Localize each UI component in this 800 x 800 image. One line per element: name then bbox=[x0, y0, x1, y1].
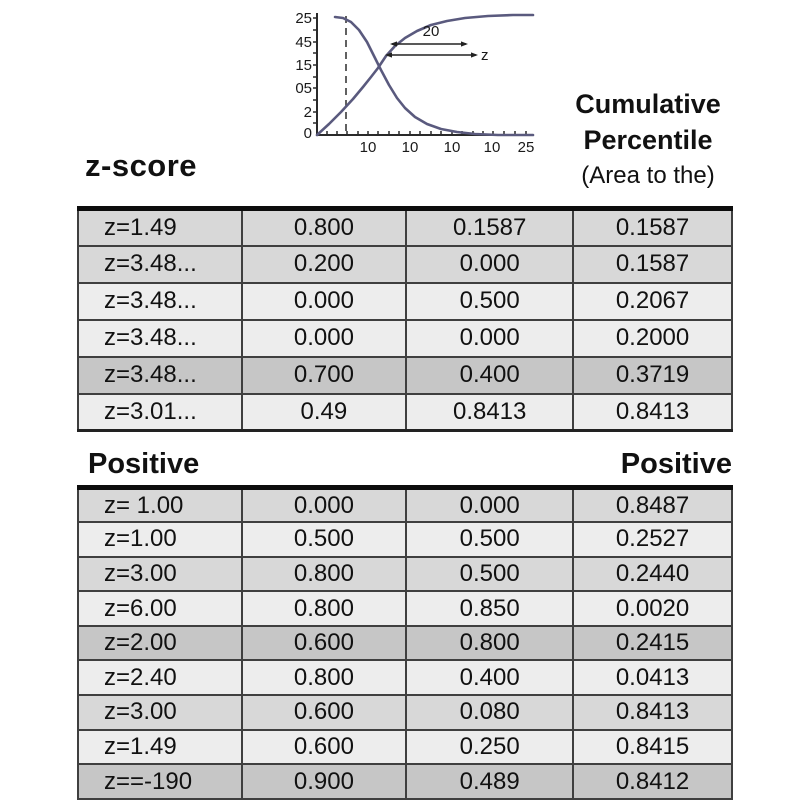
table-row bbox=[78, 283, 732, 320]
value-cell: 0.8413 bbox=[406, 394, 573, 431]
x-tick-label: 10 bbox=[401, 139, 419, 156]
z-value-cell: z=2.00 bbox=[78, 626, 242, 661]
z-arrow-right-head-icon bbox=[471, 52, 478, 57]
cumulative-percentile-heading bbox=[528, 86, 768, 194]
value-cell: 0.8415 bbox=[573, 730, 732, 765]
z-arrow-label: z bbox=[481, 47, 489, 64]
z-value-cell: z=1.49 bbox=[78, 730, 242, 765]
value-cell: 0.000 bbox=[242, 488, 407, 523]
positive-heading-right: Positive bbox=[620, 448, 732, 480]
z-value-cell: z==-190 bbox=[78, 764, 242, 799]
value-cell: 0.000 bbox=[406, 488, 573, 523]
cumulative-heading-line2: Percentile bbox=[583, 125, 713, 155]
z-value-cell: z=3.48... bbox=[78, 320, 242, 357]
value-cell: 0.250 bbox=[406, 730, 573, 765]
z-score-table-2 bbox=[77, 485, 733, 800]
y-tick-label: 05 bbox=[295, 80, 312, 97]
value-cell: 0.0413 bbox=[573, 660, 732, 695]
value-cell: 0.2440 bbox=[573, 557, 732, 592]
z-value-cell: z=3.01... bbox=[78, 394, 242, 431]
positive-heading-left: Positive bbox=[88, 448, 200, 480]
table-row bbox=[78, 764, 732, 799]
value-cell: 0.800 bbox=[242, 557, 407, 592]
value-cell: 0.500 bbox=[242, 522, 407, 557]
value-cell: 0.1587 bbox=[573, 209, 732, 246]
table-row bbox=[78, 626, 732, 661]
y-tick-label: 25 bbox=[295, 10, 312, 27]
y-tick-label: 45 bbox=[295, 34, 312, 51]
value-cell: 0.800 bbox=[242, 209, 407, 246]
value-cell: 0.400 bbox=[406, 357, 573, 394]
z-value-cell: z=3.48... bbox=[78, 357, 242, 394]
value-cell: 0.2000 bbox=[573, 320, 732, 357]
value-cell: 0.000 bbox=[242, 283, 407, 320]
value-cell: 0.000 bbox=[406, 246, 573, 283]
value-cell: 0.2415 bbox=[573, 626, 732, 661]
value-cell: 0.2527 bbox=[573, 522, 732, 557]
value-cell: 0.600 bbox=[242, 730, 407, 765]
x-tick-label: 25 bbox=[517, 139, 535, 156]
table-row bbox=[78, 320, 732, 357]
distribution-chart bbox=[283, 6, 553, 166]
value-cell: 0.49 bbox=[242, 394, 407, 431]
value-cell: 0.500 bbox=[406, 283, 573, 320]
value-cell: 0.900 bbox=[242, 764, 407, 799]
z-value-cell: z=3.48... bbox=[78, 246, 242, 283]
positive-headings-row bbox=[77, 448, 733, 481]
table-row bbox=[78, 591, 732, 626]
value-cell: 0.1587 bbox=[406, 209, 573, 246]
z-value-cell: z=6.00 bbox=[78, 591, 242, 626]
table-row bbox=[78, 557, 732, 592]
value-cell: 0.000 bbox=[406, 320, 573, 357]
table-row bbox=[78, 488, 732, 523]
z-value-cell: z=3.00 bbox=[78, 557, 242, 592]
value-cell: 0.500 bbox=[406, 557, 573, 592]
z-value-cell: z=1.00 bbox=[78, 522, 242, 557]
value-cell: 0.850 bbox=[406, 591, 573, 626]
y-tick-label: 2 bbox=[303, 104, 312, 121]
z-value-cell: z=3.48... bbox=[78, 283, 242, 320]
table-row bbox=[78, 394, 732, 431]
value-cell: 0.800 bbox=[242, 591, 407, 626]
value-cell: 0.080 bbox=[406, 695, 573, 730]
table-row bbox=[78, 209, 732, 246]
y-tick-label: 15 bbox=[295, 57, 312, 74]
value-cell: 0.8412 bbox=[573, 764, 732, 799]
span-arrow-label: 20 bbox=[422, 23, 440, 40]
table-row bbox=[78, 357, 732, 394]
y-tick-label: 0 bbox=[303, 125, 312, 142]
normal-curve-figure bbox=[283, 6, 553, 166]
cumulative-heading-subtitle: (Area to the) bbox=[581, 162, 715, 189]
x-tick-label: 10 bbox=[359, 139, 377, 156]
table-row bbox=[78, 660, 732, 695]
value-cell: 0.500 bbox=[406, 522, 573, 557]
z-value-cell: z=2.40 bbox=[78, 660, 242, 695]
value-cell: 0.600 bbox=[242, 626, 407, 661]
value-cell: 0.8413 bbox=[573, 695, 732, 730]
value-cell: 0.400 bbox=[406, 660, 573, 695]
value-cell: 0.800 bbox=[406, 626, 573, 661]
span-arrow-right-head-icon bbox=[461, 41, 468, 46]
value-cell: 0.0020 bbox=[573, 591, 732, 626]
value-cell: 0.700 bbox=[242, 357, 407, 394]
value-cell: 0.200 bbox=[242, 246, 407, 283]
table-row bbox=[78, 246, 732, 283]
value-cell: 0.2067 bbox=[573, 283, 732, 320]
table-row bbox=[78, 695, 732, 730]
z-value-cell: z= 1.00 bbox=[78, 488, 242, 523]
value-cell: 0.8487 bbox=[573, 488, 732, 523]
z-score-table-1 bbox=[77, 206, 733, 432]
value-cell: 0.600 bbox=[242, 695, 407, 730]
cumulative-heading-line1: Cumulative bbox=[575, 89, 721, 119]
table-row bbox=[78, 522, 732, 557]
value-cell: 0.3719 bbox=[573, 357, 732, 394]
table-row bbox=[78, 730, 732, 765]
z-value-cell: z=1.49 bbox=[78, 209, 242, 246]
value-cell: 0.000 bbox=[242, 320, 407, 357]
z-score-heading: z-score bbox=[85, 148, 198, 183]
value-cell: 0.489 bbox=[406, 764, 573, 799]
x-tick-label: 10 bbox=[443, 139, 461, 156]
value-cell: 0.800 bbox=[242, 660, 407, 695]
x-tick-label: 10 bbox=[483, 139, 501, 156]
z-value-cell: z=3.00 bbox=[78, 695, 242, 730]
value-cell: 0.1587 bbox=[573, 246, 732, 283]
value-cell: 0.8413 bbox=[573, 394, 732, 431]
